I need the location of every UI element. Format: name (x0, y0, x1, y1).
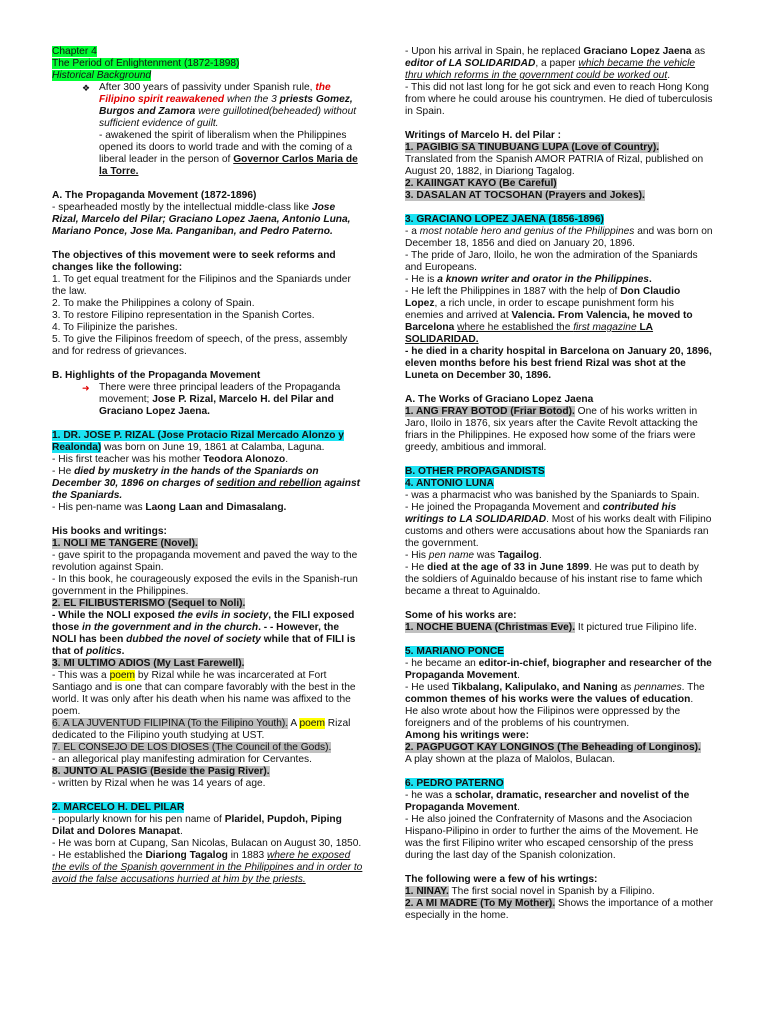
pilar-writings-heading: Writings of Marcelo H. del Pilar : (405, 130, 562, 141)
ponce-writings-heading: Among his writings were: (405, 730, 529, 741)
objective-item: 4. To Filipinize the parishes. (52, 322, 178, 333)
ponce-heading: 5. MARIANO PONCE (405, 646, 505, 657)
ninay-line: 1. NINAY. The first social novel in Spanish by a Filipino. (405, 886, 655, 897)
fray-line: 1. ANG FRAY BOTOD (Friar Botod). One of his works written in Jaro, Iloilo in 1876, six years after the Cavite Revolt attacking the friars in the Philippines. He exposed how some of the friars were greedy, ambitious and immoral. (405, 406, 698, 453)
luna-works-heading: Some of his works are: (405, 610, 517, 621)
junto-text: - written by Rizal when he was 14 years of age. (52, 778, 266, 789)
pagpugot-text: A play shown at the plaza of Malolos, Bulacan. (405, 754, 616, 765)
right-column (405, 46, 715, 922)
luna-banished: - was a pharmacist who was banished by the Spaniards to Spain. (405, 490, 700, 501)
rizal-penname: - His pen-name was Laong Laan and Dimasalang. (52, 502, 287, 513)
arrow-bullet-icon: ➜ (82, 383, 90, 393)
section-b-heading: B. Highlights of the Propaganda Movement (52, 370, 261, 381)
rizal-death: - He died by musketry in the hands of the Spaniards on December 30, 1896 on charges of sedition and rebellion against the Spaniards. (52, 466, 361, 501)
chapter-heading: Chapter 4 (52, 46, 97, 57)
junto-heading: 8. JUNTO AL PASIG (Beside the Pasig River). (52, 766, 270, 777)
jaena-known: - He is a known writer and orator in the Philippines. (405, 274, 652, 285)
period-heading: The Period of Enlightenment (1872-1898) (52, 58, 240, 69)
objective-item: 5. To give the Filipinos freedom of speech, of the press, assembly and for redress of grievances. (52, 334, 348, 357)
jaena-birth: - a most notable hero and genius of the Philippines and was born on December 18, 1856 and died on January 20, 1896. (405, 226, 713, 249)
consejo-heading: 7. EL CONSEJO DE LOS DIOSES (The Council of the Gods). (52, 742, 332, 753)
pagibig-heading: 1. PAGIBIG SA TINUBUANG LUPA (Love of Country). (405, 142, 660, 153)
rizal-heading: 1. DR. JOSE P. RIZAL (Jose Protacio Rizal Mercado Alonzo y Realonda) (52, 430, 344, 453)
jaena-died: - he died in a charity hospital in Barcelona on January 20, 1896, eleven months before his best friend Rizal was shot at the Luneta on December 30, 1896. (405, 346, 712, 381)
noli-text: - gave spirit to the propaganda movement and paved the way to the revolution against Spain. (52, 550, 358, 573)
luna-death: - He died at the age of 33 in June 1899. He was put to death by the soldiers of Aguinaldo because of his instant rise to fame which became a threat to Aguinaldo. (405, 562, 703, 597)
diamond-bullet-icon: ❖ (82, 83, 91, 93)
juventud-line: 6. A LA JUVENTUD FILIPINA (To the Filipino Youth). A poem Rizal dedicated to the Filipino youth studying at UST. (52, 718, 351, 741)
juventud-heading: 6. A LA JUVENTUD FILIPINA (To the Filipino Youth). (52, 718, 289, 729)
paterno-masons: - He also joined the Confraternity of Masons and the Asociacion Hispano-Pilipino in order to further the aims of the Movement. He was the first Filipino writer who escaped censorship of the press during the last day of the Spanish colonization. (405, 814, 699, 861)
objective-item: 3. To restore Filipino representation in the Spanish Cortes. (52, 310, 315, 321)
adios-text: - This was a poem by Rizal while he was incarcerated at Fort Santiago and is one that can compare favorably with the best in the world. It was only after his death when his name was affixed to the poem. (52, 670, 356, 717)
luna-joined: - He joined the Propaganda Movement and contributed his writings to LA SOLIDARIDAD. Most of his works dealt with Filipino customs and others were accusations about how the Spaniards ran the government. (405, 502, 712, 549)
fili-heading: 2. EL FILIBUSTERISMO (Sequel to Noli). (52, 598, 246, 609)
pilar-death: - This did not last long for he got sick and even to reach Hong Kong from where he could arouse his countrymen. He died of tuberculosis in Spain. (405, 82, 713, 117)
background-bullet: ❖ After 300 years of passivity under Spanish rule, the Filipino spirit reawakened when the 3 priests Gomez, Burgos and Zamora were guillotined(beheaded) without sufficient evidence of guilt. - awakened the spirit of liberalism when the Philippines opened its doors to world trade and with the coming of a liberal leader in the person of Governor Carlos Maria de la Torre. (82, 82, 358, 177)
ponce-editor: - he became an editor-in-chief, biographer and researcher of the Propaganda Movement. (405, 658, 712, 681)
noche-line: 1. NOCHE BUENA (Christmas Eve). It pictured true Filipino life. (405, 622, 697, 633)
noli-text: - In this book, he courageously exposed the evils in the Spanish-run government in the Philippines. (52, 574, 358, 597)
pilar-penname: - popularly known for his pen name of Plaridel, Pupdoh, Piping Dilat and Dolores Manapat. (52, 814, 342, 837)
left-column (52, 46, 364, 886)
kaiingat-heading: 2. KAIINGAT KAYO (Be Careful) (405, 178, 557, 189)
other-propagandists-heading: B. OTHER PROPAGANDISTS (405, 466, 545, 477)
jaena-left: - He left the Philippines in 1887 with the help of Don Claudio Lopez, a rich uncle, in order to escape punishment form his enemies and arrived at Valencia. From Valencia, he moved to Barcelona where he established the first magazine LA SOLIDARIDAD. (405, 286, 693, 345)
jaena-heading: 3. GRACIANO LOPEZ JAENA (1856-1896) (405, 214, 604, 225)
pilar-diariong: - He established the Diariong Tagalog in 1883 where he exposed the evils of the Spanish government in the Philippines and in order to avoid the false accusations hurried at him by the priests. (52, 850, 363, 885)
objective-item: 1. To get equal treatment for the Filipinos and the Spaniards under the law. (52, 274, 351, 297)
luna-heading: 4. ANTONIO LUNA (405, 478, 494, 489)
noche-heading: 1. NOCHE BUENA (Christmas Eve). (405, 622, 576, 633)
paterno-scholar: - he was a scholar, dramatic, researcher and novelist of the Propaganda Movement. (405, 790, 690, 813)
fili-text: - While the NOLI exposed the evils in society, the FILI exposed those in the government and in the church. - - However, the NOLI has been dubbed the novel of society while that of FILI is that of politics. (52, 610, 356, 657)
rizal-intro: 1. DR. JOSE P. RIZAL (Jose Protacio Rizal Mercado Alonzo y Realonda) was born on June 19, 1861 at Calamba, Laguna. (52, 430, 344, 453)
madre-line: 2. A MI MADRE (To My Mother). Shows the importance of a mother especially in the home. (405, 898, 714, 921)
section-b-bullet: ➜ There were three principal leaders of the Propaganda movement; Jose P. Rizal, Marcelo H. del Pilar and Graciano Lopez Jaena. (82, 382, 341, 417)
ninay-heading: 1. NINAY. (405, 886, 449, 897)
madre-heading: 2. A MI MADRE (To My Mother). (405, 898, 556, 909)
luna-penname: - His pen name was Tagailog. (405, 550, 542, 561)
jaena-works-heading: A. The Works of Graciano Lopez Jaena (405, 394, 594, 405)
pilar-arrival: - Upon his arrival in Spain, he replaced Graciano Lopez Jaena as editor of LA SOLIDARIDAD, a paper which became the vehicle thru which reforms in the government could be worked out. (405, 46, 706, 81)
historical-background-heading: Historical Background (52, 70, 152, 81)
noli-heading: 1. NOLI ME TANGERE (Novel). (52, 538, 198, 549)
jaena-pride: - The pride of Jaro, Iloilo, he won the admiration of the Spaniards and Europeans. (405, 250, 698, 273)
pagibig-text: Translated from the Spanish AMOR PATRIA of Rizal, published on August 20, 1882, in Diariong Tagalog. (405, 154, 704, 177)
books-heading: His books and writings: (52, 526, 167, 537)
section-a-text: - spearheaded mostly by the intellectual middle-class like Jose Rizal, Marcelo del Pilar; Graciano Lopez Jaena, Antonio Luna, Mariano Ponce, Jose Ma. Panganiban, and Pedro Paterno. (52, 202, 351, 237)
dasalan-heading: 3. DASALAN AT TOCSOHAN (Prayers and Jokes). (405, 190, 645, 201)
adios-heading: 3. MI ULTIMO ADIOS (My Last Farewell). (52, 658, 245, 669)
objectives-intro: The objectives of this movement were to seek reforms and changes like the following: (52, 250, 336, 273)
pagpugot-heading: 2. PAGPUGOT KAY LONGINOS (The Beheading of Longinos). (405, 742, 701, 753)
ponce-oppressed: He also wrote about how the Filipinos were oppressed by the foreigners and of the problems of his countrymen. (405, 706, 681, 729)
paterno-heading: 6. PEDRO PATERNO (405, 778, 504, 789)
pilar-birth: - He was born at Cupang, San Nicolas, Bulacan on August 30, 1850. (52, 838, 362, 849)
fray-heading: 1. ANG FRAY BOTOD (Friar Botod). (405, 406, 575, 417)
rizal-teacher: - His first teacher was his mother Teodora Alonozo. (52, 454, 289, 465)
consejo-text: - an allegorical play manifesting admiration for Cervantes. (52, 754, 312, 765)
objective-item: 2. To make the Philippines a colony of Spain. (52, 298, 255, 309)
paterno-writings-heading: The following were a few of his wrtings: (405, 874, 598, 885)
pilar-heading: 2. MARCELO H. DEL PILAR (52, 802, 185, 813)
ponce-pennames: - He used Tikbalang, Kalipulako, and Naning as pennames. The common themes of his works were the values of education. (405, 682, 705, 705)
section-a-heading: A. The Propaganda Movement (1872-1896) (52, 190, 257, 201)
